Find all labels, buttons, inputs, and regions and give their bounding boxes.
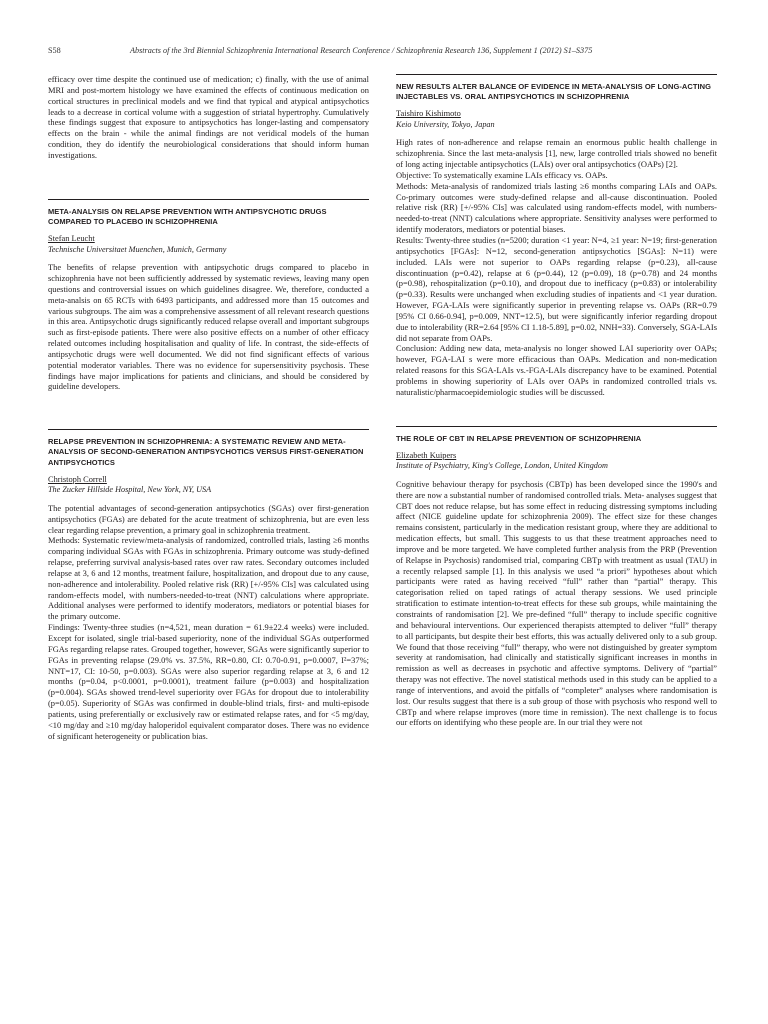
abstract-kuipers — [396, 426, 717, 729]
abstract-title: META-ANALYSIS ON RELAPSE PREVENTION WITH ANTIPSYCHOTIC DRUGS COMPARED TO PLACEBO IN SCHIZOPHRENIA — [48, 206, 327, 226]
running-header — [48, 44, 720, 58]
abstract-affiliation: Keio University, Tokyo, Japan — [396, 119, 495, 129]
abstract-title: NEW RESULTS ALTER BALANCE OF EVIDENCE IN META-ANALYSIS OF LONG-ACTING INJECTABLES VS. ORAL ANTIPSYCHOTICS IN SCHIZOPHRENIA — [396, 82, 711, 102]
abstract-kishimoto — [396, 74, 717, 398]
abstract-title: THE ROLE OF CBT IN RELAPSE PREVENTION OF SCHIZOPHRENIA — [396, 433, 642, 443]
section-divider — [396, 426, 717, 427]
abstract-paragraph: Methods: Systematic review/meta-analysis of randomized, controlled trials, lasting ≥6 months comparing individual SGAs with FGAs in schizophrenia. Primary outcome was study-defined relapse, preferring survival analysis-based rates over raw rates. Secondary outcomes included relapse at 3, 6 and 12 months, treatment failure, hospitalization, and dropout due to any cause, non-adherence and intolerability. Pooled relative risk (RR) [+/-95% CIs] was calculated using random-effects model, with numbers-needed-to-treat (NNT) calculations where appropriate. Additional analyses were performed to identify moderators, mediators or potential biases for the primary outcome. — [48, 535, 369, 622]
abstract-author: Taishiro Kishimoto — [396, 109, 461, 119]
abstract-author: Stefan Leucht — [48, 234, 95, 244]
abstract-paragraph: Results: Twenty-three studies (n=5200; duration <1 year: N=4, ≥1 year: N=19; first-generation antipsychotics [FGAs]: N=12, second-generation antipsychotics [SGAs]: N=11) were included. LAIs were not superior to OAPs regarding relapse (p=0.23), all-cause discontinuation (p=0.42), relapse at 6 (p=0.44), 12 (p=0.09), 18 (p=0.78) and 24 months (p=0.98), rehospitalization (p=0.10), and dropout due to inefficacy (p=0.83) or intolerability (p=0.33). Results were unchanged when excluding studies of inpatients and <1 year duration. However, FGA-LAIs were significantly superior in preventing relapse vs. OAPs (RR=0.79 [95% CI 0.66-0.94], p=0.009, NNT=12.5), but were significantly inferior regarding dropout due to intolerability (RR=2.64 [95% CI 1.18-5.89], p=0.02, NNH=33). Conversely, SGA-LAIs did not separate from OAPs. — [396, 235, 717, 343]
abstract-paragraph: The benefits of relapse prevention with antipsychotic drugs compared to placebo in schizophrenia have not been sufficiently addressed by systematic reviews, leaving many open questions and controversial issues on which guidelines disagree. We, therefore, conducted a meta-analsis on 65 RCTs with 6493 participants, and addressed more than 15 outcomes and various subgroups. The aim was a comprehensive assessment of all relevant research questions in this area. Antipsychotic drugs significantly reduced relapse overall and important subgroups such as first-episode patients. There were also positive effects on a number of other efficacy related outcomes including hospitalisation and quality of life. In contrast, the side-effects of antipsychotic drugs were well documented. We did not find significant effects of various potential moderator variables. There was no evidence for supersensitivity psychosis. These findings have major implications for patients and clinicians, and should be considered by guideline developers. — [48, 262, 369, 392]
right-column — [396, 74, 717, 728]
abstract-correll — [48, 429, 369, 741]
abstract-paragraph: High rates of non-adherence and relapse remain an enormous public health challenge in schizophrenia. Since the last meta-analysis [1], new, large controlled trials showed no benefit of long acting injectable antipsychotics (LAIs) over oral antipsychotics (OAPs) [2]. — [396, 137, 717, 170]
abstract-affiliation: Institute of Psychiatry, King's College, London, United Kingdom — [396, 461, 608, 471]
abstract-affiliation: Technische Universitaet Muenchen, Munich, Germany — [48, 244, 227, 254]
abstract-paragraph: Cognitive behaviour therapy for psychosis (CBTp) has been developed since the 1990's and there are now a substantial number of randomised controlled trials. Meta- analyses suggest that CBT does not reduce relapse, but has some effect in reducing distressing symptoms including affect (NICE guideline update for schizophrenia 2009). The effect size for these changes remains consistent, particularly in the medication resistant group, where they are additional to medication effects, but small. This suggests to us that these treatment approaches need to improve and be more targeted. We have completed further analysis from the PRP (Prevention of Relapse in Psychosis) randomised trial, comparing CBTp with treatment as usual (TAU) in a recently relapsed sample [1]. In this analysis we used “a priori” hypotheses about which participants were rated as having received “full” rather than “partial” therapy. This categorisation relied on taped ratings of actual therapy sessions. We used principle stratification to estimate intention-to-treat effects for these sub groups, while maintaining the constraints of randomisation [2]. We pre-defined “full” therapy to include specific cognitive and behavioural interventions. Our experienced therapists attempted to deliver “full” therapy to all participants, but despite their best efforts, this was actually delivered only to a sub group. We found that those receiving “full” therapy, who were not distinguished by greater symptom severity at randomisation, had clinically and statistically significant increases in months in remission as well as decreases in psychotic and affective symptoms. Delivery of “partial” therapy was not effective. The novel statistical methods used in this study can be applied to a range of interventions, and avoid the pitfalls of “completer” analyses where randomisation is lost. Our results suggest that there is a sub group of those with psychosis who respond well to CBTp and where relapse improves (more time in remission). The next challenge is to focus our efforts on identifying who these people are. In our trial they were not — [396, 478, 717, 728]
abstract-paragraph: Conclusion: Adding new data, meta-analysis no longer showed LAI superiority over OAPs; however, FGA-LAI s were more efficacious than OAPs. Medication and non-medication related reasons for this SGA-LAIs vs.-FGA-LAIs discrepancy have to be examined. Potential problems in showing superiority of LAIs over OAPs in randomized controlled trials vs. naturalistic/pharmacoepidemiologic studies will be discussed. — [396, 343, 717, 397]
continuation-paragraph: efficacy over time despite the continued use of medication; c) finally, with the use of animal MRI and post-mortem histology we have examined the effects of continuous medication on cortical structures in preclinical models and we find that typical and atypical antipsychotics leads to a decrease in cortical volume with a suggestion of striatal hypertrophy. Cumulatively these findings suggest that exposure to antipsychotics has longer-lasting and compensatory effects on the brain - while the animal findings are not veridical models of the human condition, they do identify the neurobiological considerations that should inform human investigations. — [48, 74, 369, 160]
journal-title: Abstracts of the 3rd Biennial Schizophrenia International Research Conference / Schizophrenia Research 136, Supplement 1 (2012) S1–S375 — [130, 46, 593, 55]
left-column — [48, 74, 369, 741]
abstract-leucht — [48, 199, 369, 393]
section-divider — [48, 199, 369, 200]
abstract-author: Elizabeth Kuipers — [396, 450, 457, 460]
section-divider — [48, 429, 369, 430]
abstract-paragraph: Objective: To systematically examine LAIs efficacy vs. OAPs. — [396, 169, 608, 180]
abstract-paragraph: Findings: Twenty-three studies (n=4,521, mean duration = 61.9±22.4 weeks) were included. Except for isolated, single trial-based superiority, none of the individual SGAs outperformed FGAs regarding relapse rates. Grouped together, however, SGAs were significantly superior to FGAs in preventing relapse (29.0% vs. 37.5%, RR=0.80, CI: 0.70-0.91, p=0.0007, I²=37%; NNT=17, CI: 10-50, p=0.003). SGAs were also superior regarding relapse at 3, 6 and 12 months (p=0.04, p<0.0001, p=0.0001), treatment failure (p=0.003) and hospitalization (p=0.004). SGAs showed trend-level superiority over FGAs for dropout due to intolerability (p=0.05). Superiority of SGAs was confirmed in double-blind trials, first- and multi-episode patients, using preferentially or exclusively raw or estimated relapse rates, and for <5 mg/day, <10 mg/day and ≥10 mg/day haloperidol equivalent comparator doses. There was no evidence of significant heterogeneity or publication bias. — [48, 622, 369, 741]
section-divider — [396, 74, 717, 75]
abstract-paragraph: Methods: Meta-analysis of randomized trials lasting ≥6 months comparing LAIs and OAPs. Co-primary outcomes were study-defined relapse and all-cause discontinuation. Pooled relative risk (RR) [+/-95% CIs] was calculated using random-effects model, with numbers-needed-to-treat (NNT) calculations where appropriate. Sensitivity analyses were performed to identify moderators, mediators or potential biases. — [396, 180, 717, 235]
page-number: S58 — [48, 46, 61, 55]
abstract-author: Christoph Correll — [48, 474, 107, 484]
abstract-paragraph: The potential advantages of second-generation antipsychotics (SGAs) over first-generation antipsychotics (FGAs) are debated for the acute treatment of schizophrenia, but are even less clear regarding relapse prevention, a primary goal in schizophrenia treatment. — [48, 502, 369, 535]
abstract-affiliation: The Zucker Hillside Hospital, New York, NY, USA — [48, 485, 212, 495]
abstract-title: RELAPSE PREVENTION IN SCHIZOPHRENIA: A SYSTEMATIC REVIEW AND META-ANALYSIS OF SECOND-GENERATION ANTIPSYCHOTICS VERSUS FIRST-GENERATION ANTIPSYCHOTICS — [48, 437, 364, 467]
